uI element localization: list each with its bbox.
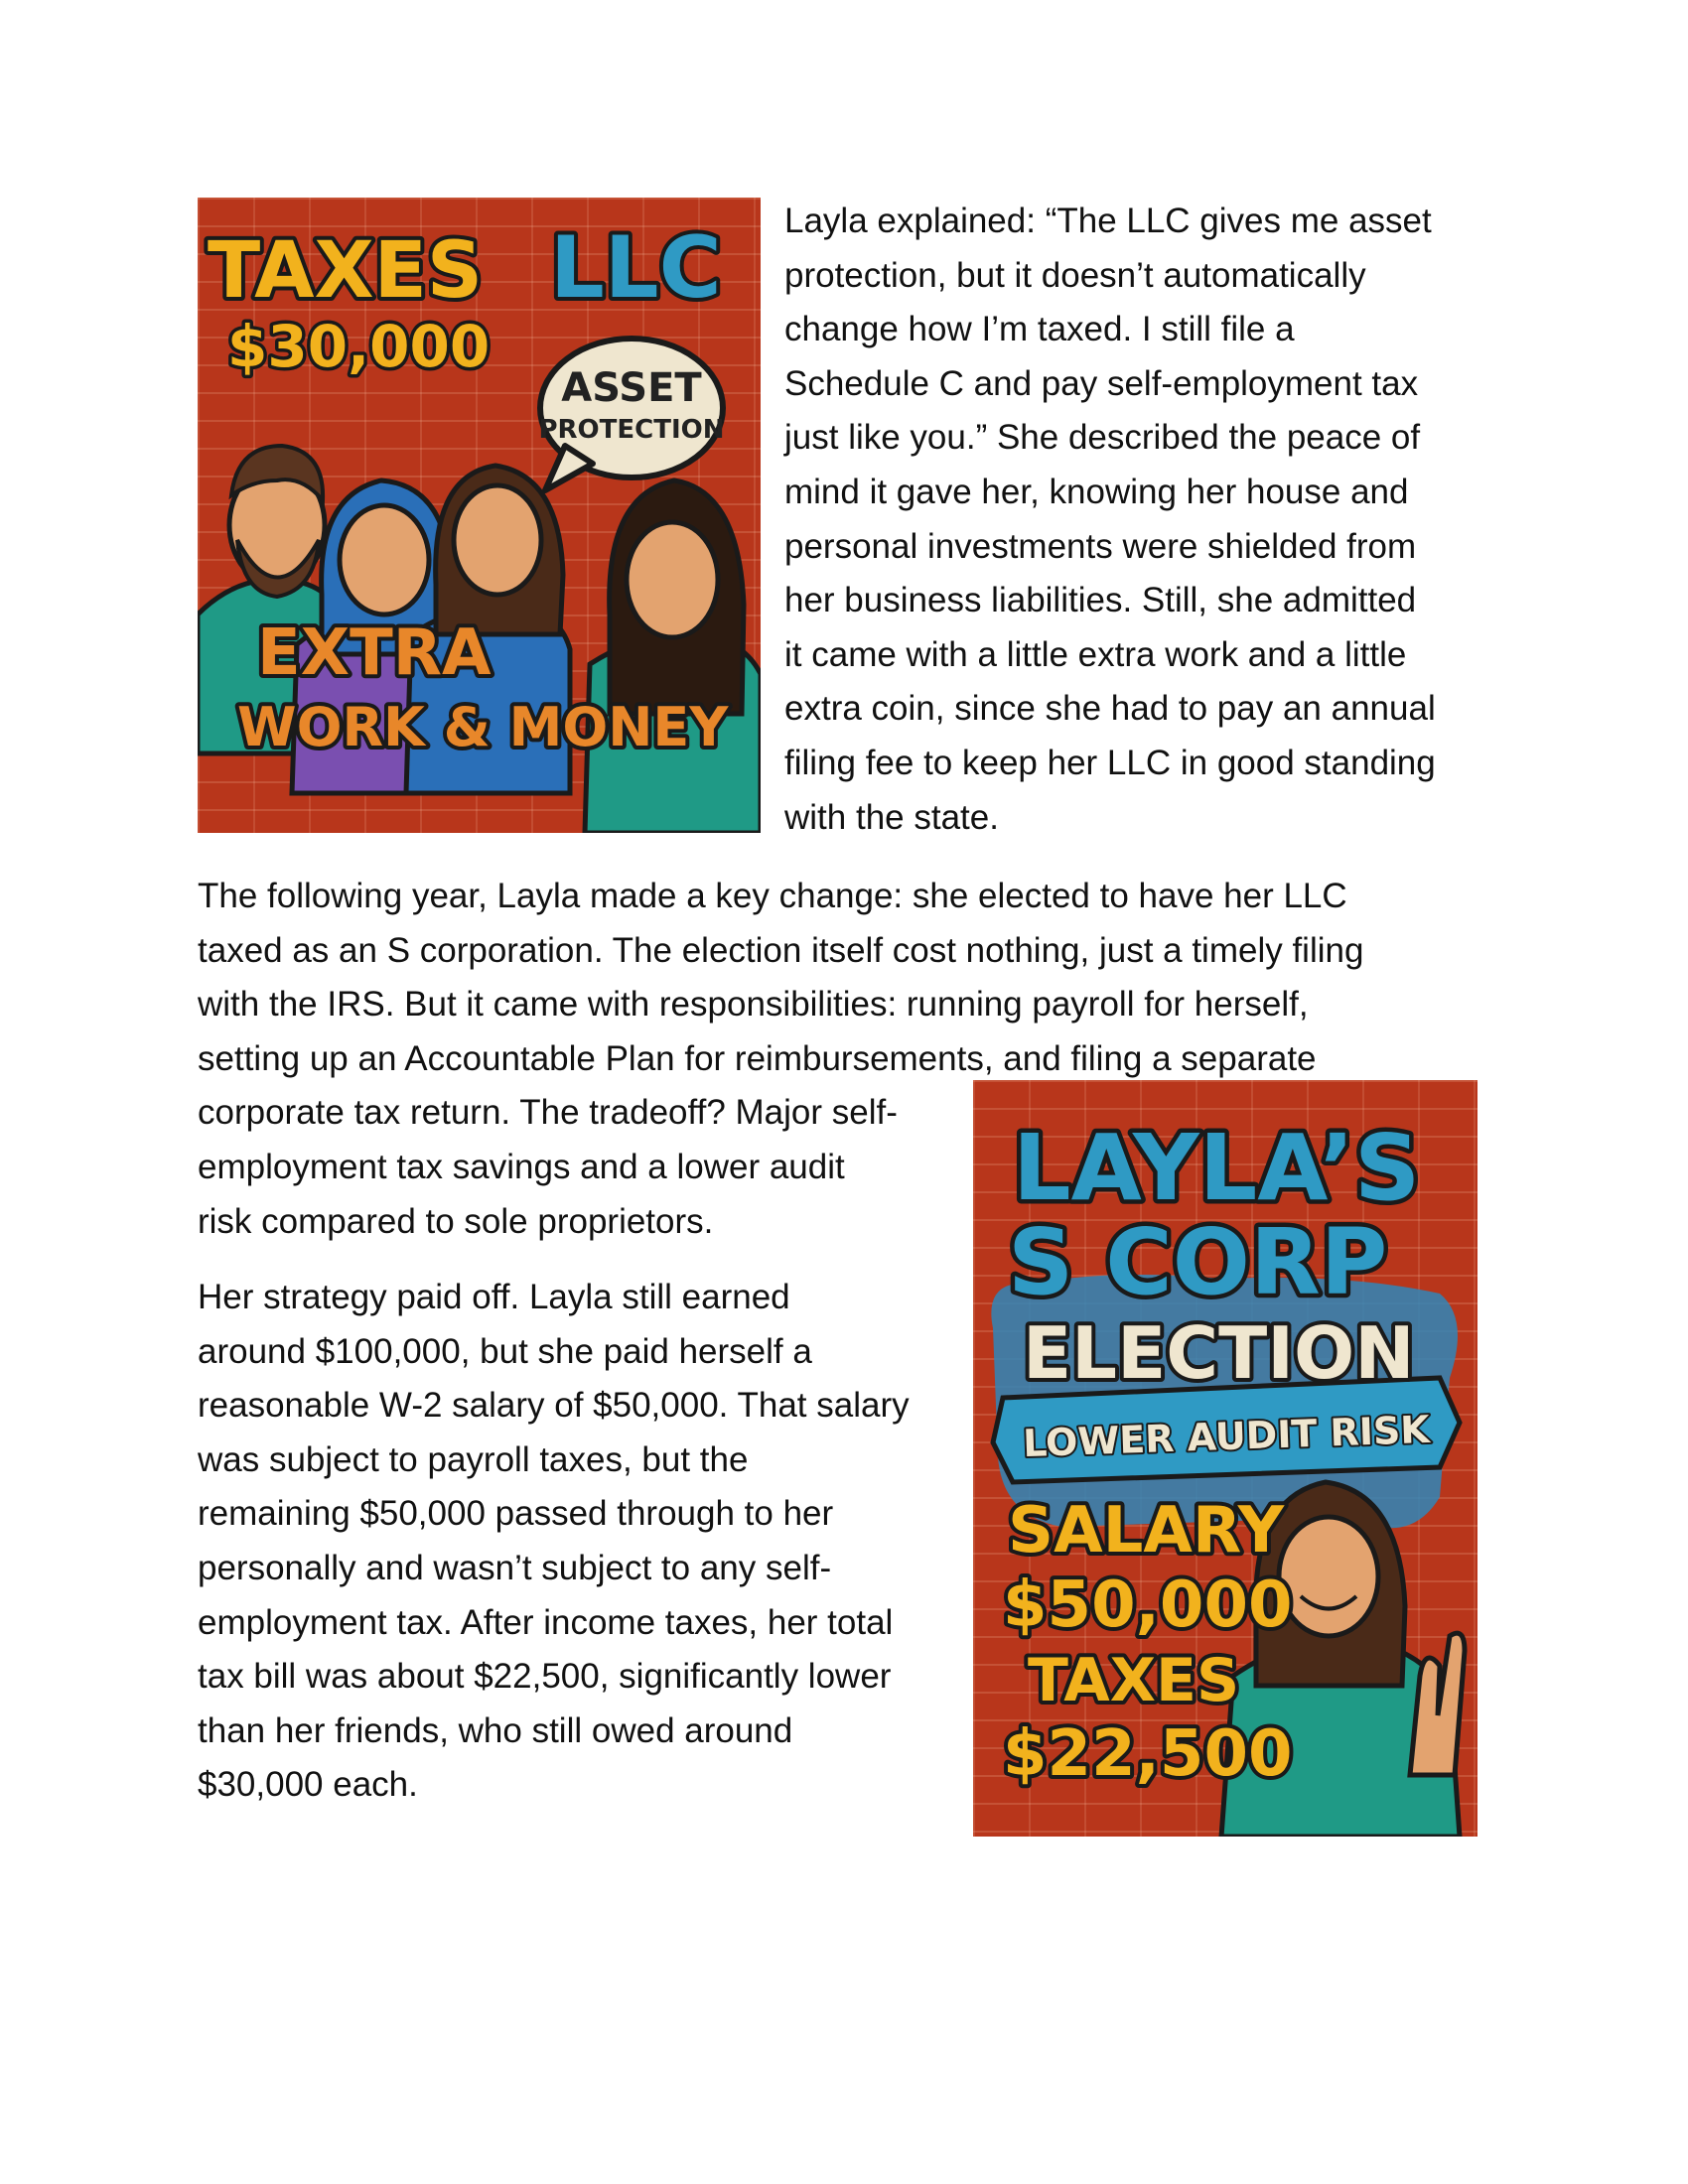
text-line: mind it gave her, knowing her house and [784, 472, 1409, 511]
poster-title-llc: LLC [550, 218, 722, 318]
text-line: corporate tax return. The tradeoff? Major self- [198, 1093, 898, 1133]
s-corp-poster-illustration [973, 1080, 1477, 1837]
text-line: employment tax savings and a lower audit [198, 1147, 845, 1186]
text-line: it came with a little extra work and a little [784, 634, 1407, 674]
poster-title-election: ELECTION [1023, 1311, 1415, 1395]
text-line: change how I’m taxed. I still file a [784, 310, 1295, 349]
text-line: with the IRS. But it came with responsibilities: running payroll for herself, [198, 985, 1309, 1024]
speech-bubble [538, 339, 724, 490]
text-line: reasonable W-2 salary of $50,000. That salary [198, 1386, 910, 1426]
text-line: risk compared to sole proprietors. [198, 1201, 714, 1241]
poster-text-taxes-amount: $22,500 [1003, 1717, 1293, 1791]
text-line: taxed as an S corporation. The election itself cost nothing, just a timely filing [198, 930, 1364, 970]
text-line: her business liabilities. Still, she admitted [784, 581, 1417, 620]
poster-text-salary: SALARY [1008, 1494, 1285, 1568]
text-line: filing fee to keep her LLC in good standing [784, 743, 1436, 782]
paragraph-3 [198, 1271, 910, 1813]
text-line: setting up an Accountable Plan for reimbursements, and filing a separate [198, 1038, 1317, 1078]
text-line: $30,000 each. [198, 1765, 418, 1805]
poster-title-s-corp: S CORP [1008, 1209, 1388, 1315]
text-line: around $100,000, but she paid herself a [198, 1331, 812, 1371]
poster-title-taxes: TAXES [208, 226, 484, 316]
paragraph-1 [784, 195, 1436, 845]
text-line: protection, but it doesn’t automatically [784, 255, 1366, 295]
poster-text-extra: EXTRA [257, 616, 492, 690]
text-line: employment tax. After income taxes, her total [198, 1602, 894, 1642]
poster-title-laylas: LAYLA’S [1013, 1115, 1421, 1221]
text-line: just like you.” She described the peace of [784, 418, 1421, 458]
poster-text-salary-amount: $50,000 [1003, 1569, 1293, 1642]
text-line: extra coin, since she had to pay an annual [784, 689, 1436, 729]
text-line: Schedule C and pay self-employment tax [784, 363, 1419, 403]
poster-amount-30000: $30,000 [227, 313, 491, 380]
poster-text-taxes: TAXES [1028, 1646, 1240, 1715]
bubble-text-asset: ASSET [561, 365, 702, 411]
llc-poster-art [198, 198, 761, 833]
text-line: Her strategy paid off. Layla still earned [198, 1278, 790, 1316]
poster-text-work-money: WORK & MONEY [237, 696, 729, 758]
text-line: personal investments were shielded from [784, 526, 1417, 566]
text-line: tax bill was about $22,500, significantly lower [198, 1657, 892, 1697]
text-line: with the state. [784, 797, 999, 837]
text-line: remaining $50,000 passed through to her [198, 1494, 834, 1534]
banner-text-lower-audit-risk: LOWER AUDIT RISK [1022, 1407, 1431, 1466]
text-line: than her friends, who still owed around [198, 1710, 793, 1750]
text-line: personally and wasn’t subject to any self- [198, 1548, 832, 1587]
text-line: was subject to payroll taxes, but the [198, 1439, 749, 1479]
llc-poster-illustration [198, 198, 761, 833]
text-line: The following year, Layla made a key change: she elected to have her LLC [198, 877, 1347, 915]
text-line: Layla explained: “The LLC gives me asset [784, 202, 1432, 240]
bubble-text-protection: PROTECTION [538, 415, 725, 445]
s-corp-poster-art [973, 1080, 1477, 1837]
